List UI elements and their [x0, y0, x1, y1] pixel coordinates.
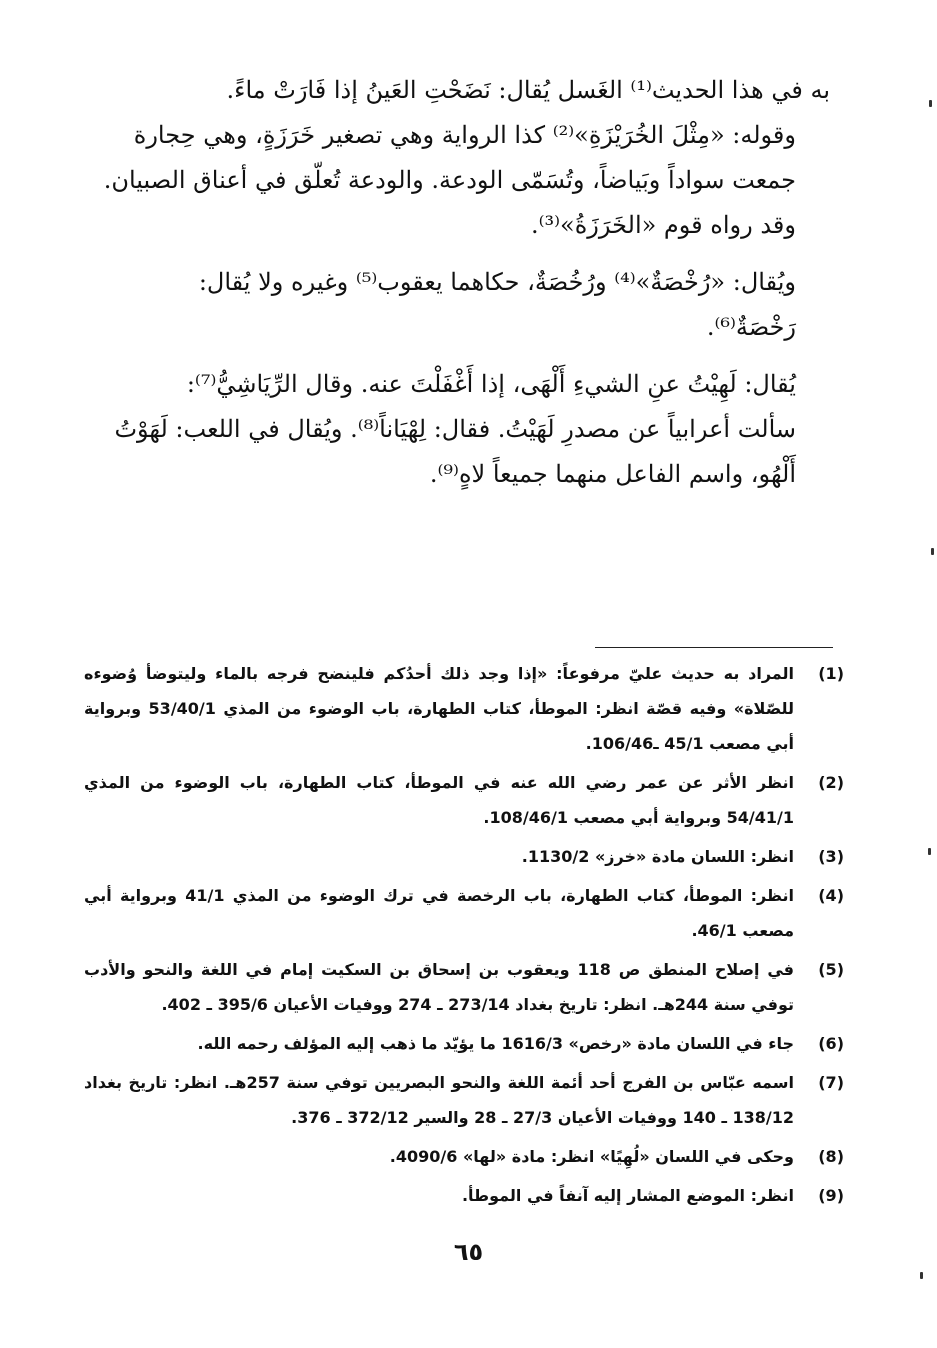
- footnote-separator: [595, 647, 833, 648]
- paragraph: [90, 362, 830, 497]
- footnote-number: (8): [818, 1147, 844, 1166]
- footnote-text: انظر: الموطأ، كتاب الطهارة، باب الرخصة في ترك الوضوء من المذي 41/1 وبرواية أبي مصعب 46/1.: [84, 886, 794, 940]
- footnote: [84, 839, 844, 874]
- scan-speck: [920, 1272, 923, 1279]
- footnote-text: جاء في اللسان مادة «رخص» 1616/3 ما يؤيّد ما ذهب إليه المؤلف رحمه الله.: [197, 1034, 794, 1053]
- paragraph: [90, 260, 830, 350]
- footnote-text: انظر: اللسان مادة «خرز» 1130/2.: [521, 847, 794, 866]
- text-line: أَلْهُو، واسم الفاعل منهما جميعاً لاهٍ⁽⁹⁾.: [429, 460, 796, 488]
- footnote-number: (3): [818, 847, 844, 866]
- footnote: [84, 1026, 844, 1061]
- footnote-text: اسمه عبّاس بن الفرج أحد أئمة اللغة والنحو البصريين توفي سنة 257هـ. انظر: تاريخ بغداد 138/12 ـ 140 ووفيات الأعيان 27/3 ـ 28 والسير 372/12 ـ 376.: [84, 1073, 794, 1127]
- footnote: [84, 765, 844, 835]
- scan-speck: [928, 848, 931, 855]
- footnotes-section: [84, 656, 844, 1217]
- footnote-text: انظر: الموضع المشار إليه آنفاً في الموطأ.: [461, 1186, 794, 1205]
- footnote-number: (7): [818, 1073, 844, 1092]
- text-line: يُقال: لَهِيْتُ عنِ الشيءِ أَلْهَى، إذا أَغْفَلْتَ عنه. وقال الرِّيَاشِيُّ⁽⁷⁾:: [186, 370, 796, 398]
- footnote-text: المراد به حديث عليّ مرفوعاً: «إذا وجد ذلك أحدُكم فلينضح فرجه بالماء وليتوضأ وُضوءه للصّلاة» وفيه قصّة انظر: الموطأ، كتاب الطهارة، باب الوضوء من المذي 53/40/1 وبرواية أبي مصعب 45/1 ـ106/46.: [84, 664, 795, 753]
- footnote-number: (5): [818, 960, 844, 979]
- text-line: سألت أعرابياً عن مصدرِ لَهَيْتُ. فقال: لِهْيَاناً⁽⁸⁾. ويُقال في اللعب: لَهَوْتُ: [114, 415, 796, 443]
- footnote: [84, 1139, 844, 1174]
- footnote: [84, 952, 844, 1022]
- footnote-number: (4): [818, 886, 844, 905]
- footnote: [84, 1065, 844, 1135]
- footnote-number: (6): [818, 1034, 844, 1053]
- text-line: به في هذا الحديث⁽¹⁾ الغَسل يُقال: نَضَحْتِ العَينُ إذا فَارَتْ ماءً.: [226, 76, 830, 104]
- text-line: وقوله: «مِثْلَ الخُرَيْزَةِ»⁽²⁾ كذا الرواية وهي تصغير خَرَزَةٍ، وهي حِجارة: [133, 121, 796, 149]
- text-line: ويُقال: «رُخْصَةٌ»⁽⁴⁾ ورُخُصَةٌ، حكاهما يعقوب⁽⁵⁾ وغيره ولا يُقال:: [198, 268, 796, 296]
- main-text: [90, 68, 830, 509]
- footnote-number: (9): [818, 1186, 844, 1205]
- scan-speck: [929, 100, 932, 107]
- page-number: ٦٥: [453, 1238, 484, 1266]
- footnote-number: (1): [818, 664, 844, 683]
- scan-speck: [931, 548, 934, 555]
- footnote-text: في إصلاح المنطق ص 118 ويعقوب بن إسحاق بن السكيت إمام في اللغة والنحو والأدب توفي سنة 244هـ. انظر: تاريخ بغداد 273/14 ـ 274 ووفيات الأعيان 395/6 ـ 402.: [84, 960, 794, 1014]
- footnote: [84, 656, 844, 761]
- text-line: جمعت سواداً وبَياضاً، وتُسَمّى الودعة. والودعة تُعلّق في أعناق الصبيان.: [103, 166, 796, 194]
- footnote: [84, 1178, 844, 1213]
- footnote-text: وحكى في اللسان «لُهِيًا» انظر: مادة «لها» 4090/6.: [389, 1147, 794, 1166]
- footnote-number: (2): [818, 773, 844, 792]
- paragraph: [90, 68, 830, 113]
- paragraph: [90, 113, 830, 248]
- footnote-text: انظر الأثر عن عمر رضي الله عنه في الموطأ، كتاب الطهارة، باب الوضوء من المذي 54/41/1 وبرواية أبي مصعب 108/46/1.: [84, 773, 794, 827]
- text-line: وقد رواه قوم «الخَرَزَةُ»⁽³⁾.: [531, 211, 796, 239]
- footnote: [84, 878, 844, 948]
- text-line: رَخْصَةٌ⁽⁶⁾.: [706, 313, 796, 341]
